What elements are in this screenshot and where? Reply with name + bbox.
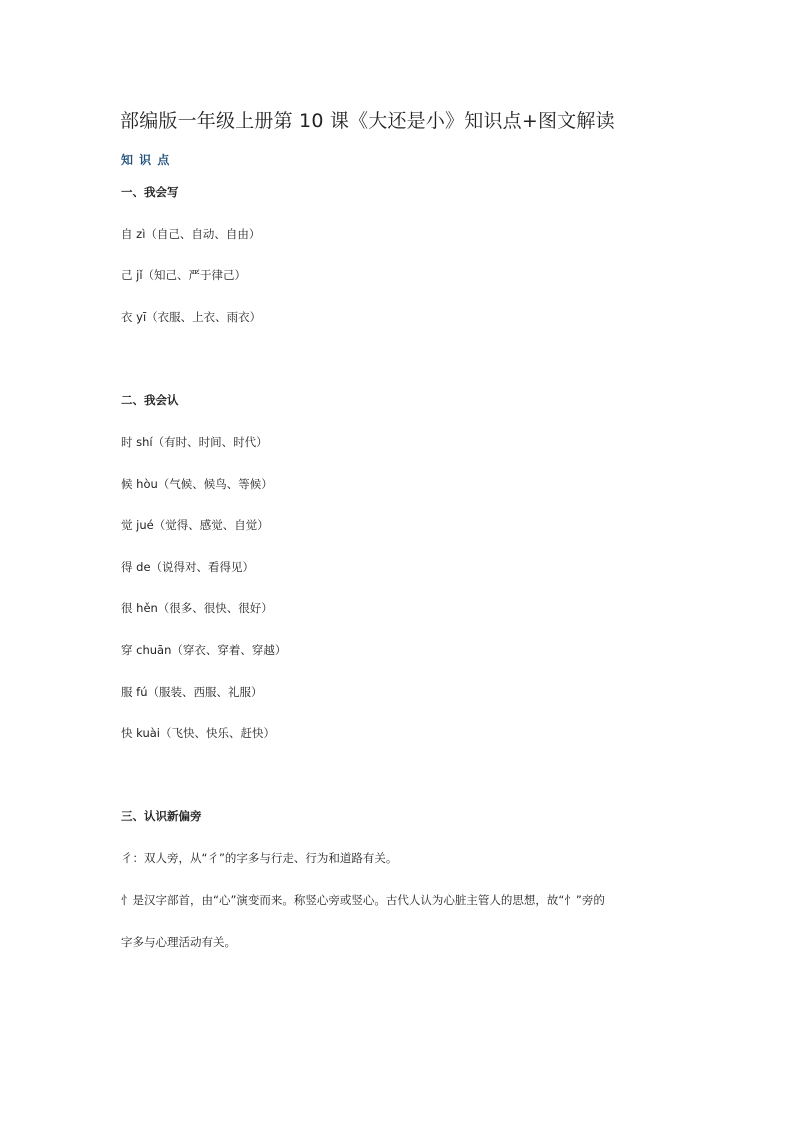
part3-line: 字多与心理活动有关。 [121, 935, 236, 949]
part2-item: 得 de（说得对、看得见） [121, 560, 255, 574]
part1-heading: 一、我会写 [121, 185, 179, 199]
part2-item: 服 fú（服装、西服、礼服） [121, 685, 263, 699]
part2-heading: 二、我会认 [121, 393, 179, 407]
part3-line: 忄是汉字部首，由“心”演变而来。称竖心旁或竖心。古代人认为心脏主管人的思想，故“忄”旁的 [121, 893, 605, 907]
part2-item: 时 shí（有时、时间、时代） [121, 435, 268, 449]
part2-item: 穿 chuān（穿衣、穿着、穿越） [121, 643, 287, 657]
part2-item: 很 hěn（很多、很快、很好） [121, 601, 273, 615]
part1-item: 自 zì（自己、自动、自由） [121, 227, 261, 241]
part3-heading: 三、认识新偏旁 [121, 809, 202, 823]
document-title: 部编版一年级上册第 10 课《大还是小》知识点+图文解读 [120, 110, 615, 132]
section-label: 知 识 点 [121, 153, 171, 167]
part1-item: 己 jǐ（知己、严于律己） [121, 268, 247, 282]
part2-item: 候 hòu（气候、候鸟、等候） [121, 477, 273, 491]
part2-item: 觉 jué（觉得、感觉、自觉） [121, 518, 269, 532]
part2-item: 快 kuài（飞快、快乐、赶快） [121, 726, 275, 740]
part3-line: 彳：双人旁，从“彳”的字多与行走、行为和道路有关。 [121, 851, 398, 865]
part1-item: 衣 yī（衣服、上衣、雨衣） [121, 310, 262, 324]
